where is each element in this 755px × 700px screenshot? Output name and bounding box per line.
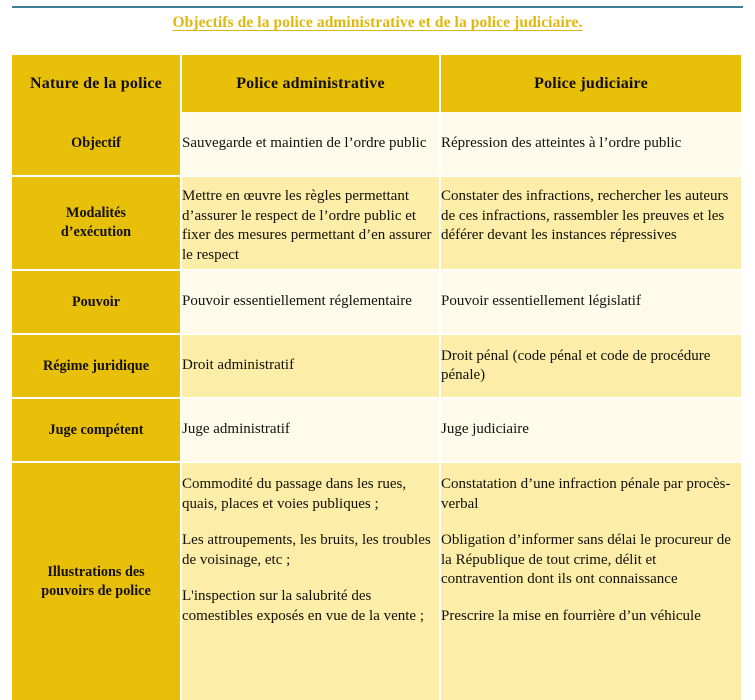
header-cell-police-administrative: Police administrative bbox=[182, 55, 441, 112]
header-cell-police-judiciaire: Police judiciaire bbox=[441, 55, 741, 112]
cell-pouvoir-administrative: Pouvoir essentiellement réglementaire bbox=[182, 271, 441, 335]
comparison-table bbox=[12, 55, 741, 700]
row-label-regime-juridique: Régime juridique bbox=[12, 335, 182, 399]
paragraph-item: Prescrire la mise en fourrière d’un véhicule bbox=[441, 607, 701, 624]
cell-modalites-administrative: Mettre en œuvre les règles permettant d’assurer le respect de l’ordre public et fixer des mesures permettant d’en assurer le respect bbox=[182, 177, 441, 271]
table-row bbox=[12, 399, 741, 463]
cell-juge-administrative: Juge administratif bbox=[182, 399, 441, 463]
cell-illustrations-administrative bbox=[182, 463, 441, 700]
cell-regime-judiciaire: Droit pénal (code pénal et code de procédure pénale) bbox=[441, 335, 741, 399]
paragraph-item: Constatation d’une infraction pénale par procès-verbal bbox=[441, 476, 731, 512]
row-label-line-2: pouvoirs de police bbox=[41, 582, 151, 599]
page-title: Objectifs de la police administrative et de la police judiciaire. bbox=[172, 14, 583, 31]
cell-pouvoir-judiciaire: Pouvoir essentiellement législatif bbox=[441, 271, 741, 335]
cell-objectif-judiciaire: Répression des atteintes à l’ordre public bbox=[441, 112, 741, 177]
paragraph-item: Commodité du passage dans les rues, quais, places et voies publiques ; bbox=[182, 476, 407, 512]
table-row bbox=[12, 463, 741, 700]
paragraph-item: L'inspection sur la salubrité des comestibles exposés en vue de la vente ; bbox=[182, 588, 425, 624]
cell-objectif-administrative: Sauvegarde et maintien de l’ordre public bbox=[182, 112, 441, 177]
cell-juge-judiciaire: Juge judiciaire bbox=[441, 399, 741, 463]
cell-modalites-judiciaire: Constater des infractions, rechercher les auteurs de ces infractions, rassembler les preuves et les déférer devant les instances répressives bbox=[441, 177, 741, 271]
row-label-modalites-execution bbox=[12, 177, 182, 271]
comparison-table-container bbox=[12, 55, 741, 700]
row-label-pouvoir: Pouvoir bbox=[12, 271, 182, 335]
table-row bbox=[12, 112, 741, 177]
row-label-juge-competent: Juge compétent bbox=[12, 399, 182, 463]
row-label-line-2: d’exécution bbox=[60, 224, 132, 240]
row-label-illustrations-pouvoirs bbox=[12, 463, 182, 700]
cell-regime-administrative: Droit administratif bbox=[182, 335, 441, 399]
paragraph-item: Les attroupements, les bruits, les troubles de voisinage, etc ; bbox=[182, 532, 431, 568]
row-label-line-1: Illustrations des bbox=[47, 563, 145, 580]
table-row bbox=[12, 177, 741, 271]
table-header-row bbox=[12, 55, 741, 112]
top-divider-rule bbox=[12, 6, 743, 8]
header-cell-nature: Nature de la police bbox=[12, 55, 182, 112]
row-label-objectif: Objectif bbox=[12, 112, 182, 177]
cell-illustrations-judiciaire bbox=[441, 463, 741, 700]
table-row bbox=[12, 271, 741, 335]
table-row bbox=[12, 335, 741, 399]
paragraph-item: Obligation d’informer sans délai le procureur de la République de tout crime, délit et contravention dont ils ont connaissance bbox=[441, 532, 731, 587]
row-label-line-1: Modalités bbox=[66, 205, 126, 222]
